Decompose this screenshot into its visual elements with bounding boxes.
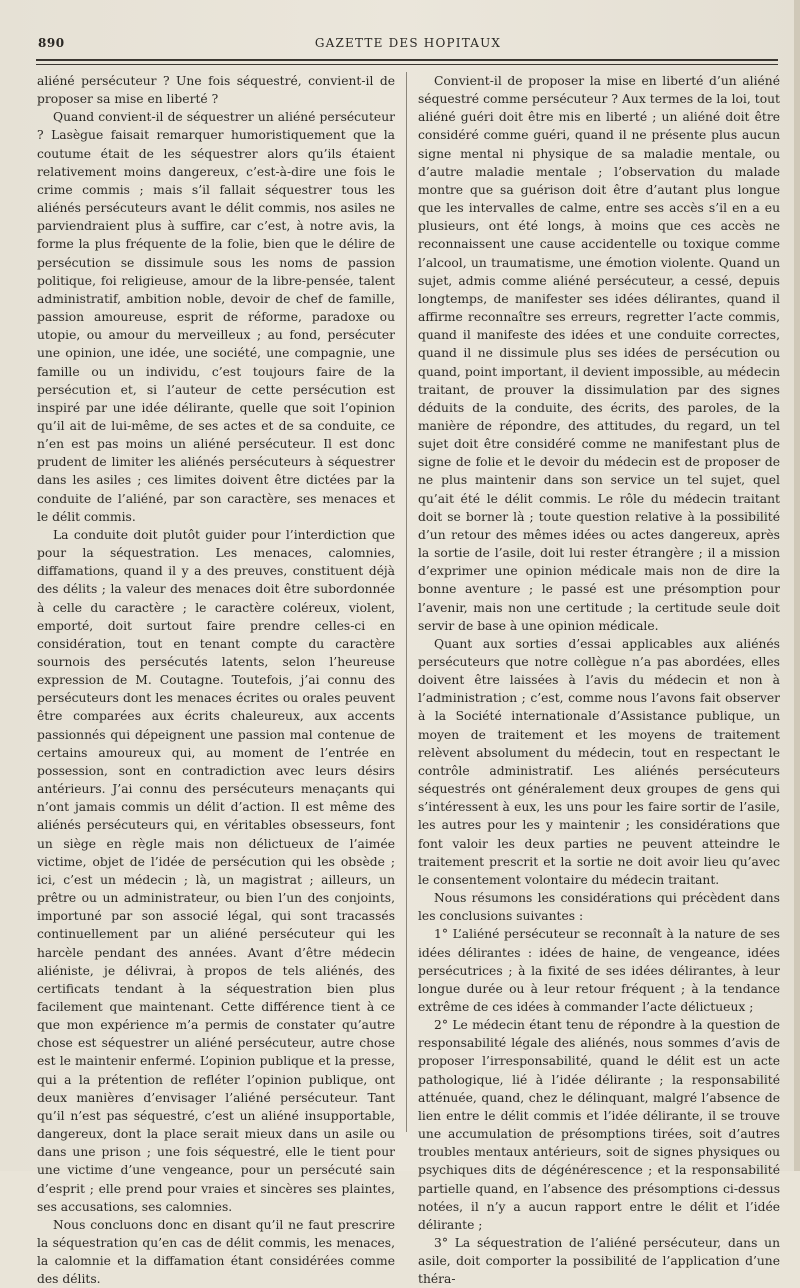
paragraph: 1° L’aliéné persécuteur se reconnaît à la nature de ses idées délirantes : idées de haine, de vengeance, idées persécutrices ; à la fixité de ses idées délirantes, à leur longue durée ou à leur retour fréquent ; à la tendance extrême de ces idées à commander l’acte délictueux ;	[418, 927, 780, 1014]
header-rule-thin	[36, 64, 778, 65]
header-rule-thick	[36, 59, 778, 61]
paragraph: aliéné persécuteur ? Une fois séquestré, convient-il de proposer sa mise en liberté ?	[37, 74, 395, 107]
left-column	[37, 72, 395, 1288]
right-column	[418, 72, 780, 1288]
running-header	[38, 36, 778, 56]
paragraph: Nous concluons donc en disant qu’il ne faut prescrire la séquestration qu’en cas de délit commis, les menaces, la calomnie et la diffamation étant considérées comme des délits.	[37, 1217, 395, 1287]
page-number: 890	[38, 36, 65, 50]
paragraph: 2° Le médecin étant tenu de répondre à la question de responsabilité légale des aliénés, nous sommes d’avis de proposer l’irresponsabilité, quand le délit est un acte pathologique, lié à l’idée délirante ; la responsabilité atténuée, quand, chez le délinquant, malgré l’absence de lien entre le délit commis et l’idée délirante, il se trouve une accumulation de présomptions tirées, soit d’autres troubles mentaux antérieurs, soit de signes physiques ou psychiques dits de dégénérescence ; et la responsabilité partielle quand, en l’absence des présomptions ci-dessus notées, il n’y a aucun rapport entre le délit et l’idée délirante ;	[418, 1018, 780, 1232]
paragraph: Nous résumons les considérations qui précèdent dans les conclusions suivantes :	[418, 891, 780, 924]
paragraph: 3° La séquestration de l’aliéné persécuteur, dans un asile, doit comporter la possibilité de l’application d’une théra-	[418, 1236, 780, 1287]
column-divider	[406, 72, 407, 1132]
page-edge	[794, 0, 800, 1171]
paragraph: Quant aux sorties d’essai applicables aux aliénés persécuteurs que notre collègue n’a pas abordées, elles doivent être laissées à l’avis du médecin et non à l’administration ; c’est, comme nous l’avons fait observer à la Société internationale d’Assistance publique, un moyen de traitement et les moyens de traitement relèvent absolument du médecin, tout en respectant le contrôle administratif. Les aliénés persécuteurs séquestrés ont généralement deux groupes de gens qui s’intéressent à eux, les uns pour les faire sortir de l’asile, les autres pour les y maintenir ; les considérations que font valoir les deux parties ne peuvent atteindre le traitement prescrit et la sortie ne doit avoir lieu qu’avec le consentement volontaire du médecin traitant.	[418, 636, 780, 887]
paragraph: Convient-il de proposer la mise en liberté d’un aliéné séquestré comme persécuteur ? Aux termes de la loi, tout aliéné guéri doit être mis en liberté ; un aliéné doit être considéré comme guéri, quand il ne présente plus aucun signe mental ni physique de sa maladie mentale, ou d’autre maladie mentale ; l’observation du malade montre que sa guérison doit être d’autant plus longue que les intervalles de calme, entre ses accès s’il en a eu plusieurs, ont été longs, à moins que ces accès ne reconnaissent une cause accidentelle ou toxique comme l’alcool, un traumatisme, une émotion violente. Quand un sujet, admis comme aliéné persécuteur, a cessé, depuis longtemps, de manifester ses idées délirantes, quand il affirme reconnaître ses erreurs, regretter l’acte commis, quand il manifeste des idées et une conduite correctes, quand il ne dissimule plus ses idées de persécution ou quand, point important, il devient impossible, au médecin traitant, de prouver la dissimulation par des signes déduits de la conduite, des écrits, des paroles, de la manière de répondre, des attitudes, du regard, un tel sujet doit être considéré comme ne manifestant plus de signe de folie et le devoir du médecin est de proposer de ne plus maintenir dans son service un tel sujet, quel qu’ait été le délit commis. Le rôle du médecin traitant doit se borner là ; toute question relative à la possibilité d’un retour des mêmes idées ou actes dangereux, après la sortie de l’asile, doit lui rester étrangère ; il a mission d’exprimer une opinion médicale mais non de dire la bonne aventure ; le passé est une présomption pour l’avenir, mais non une certitude ; la certitude seule doit servir de base à une opinion médicale.	[418, 74, 780, 633]
paragraph: Quand convient-il de séquestrer un aliéné persécuteur ? Lasègue faisait remarquer humoristiquement que la coutume était de les séquestrer alors qu’ils étaient relativement moins dangereux, c’est-à-dire une fois le crime commis ; mais s’il fallait séquestrer tous les aliénés persécuteurs avant le délit commis, nos asiles ne parviendraient plus à suffire, car c’est, à notre avis, la forme la plus fréquente de la folie, bien que le délire de persécution se dissimule sous les noms de passion politique, foi religieuse, amour de la libre-pensée, talent administratif, ambition noble, devoir de chef de famille, passion amoureuse, esprit de réforme, paradoxe ou utopie, ou amour du merveilleux ; au fond, persécuter une opinion, une idée, une société, une compagnie, une famille ou un individu, c’est toujours faire de la persécution et, si l’auteur de cette persécution est inspiré par une idée délirante, quelle que soit l’opinion qu’il ait de lui-même, de ses actes et de sa conduite, ce n’en est pas moins un aliéné persécuteur. Il est donc prudent de limiter les aliénés persécuteurs à séquestrer dans les asiles ; ces limites doivent être dictées par la conduite de l’aliéné, par son caractère, ses menaces et le délit commis.	[37, 110, 395, 524]
paragraph: La conduite doit plutôt guider pour l’interdiction que pour la séquestration. Les menaces, calomnies, diffamations, quand il y a des preuves, constituent déjà des délits ; la valeur des menaces doit être subordonnée à celle du caractère ; le caractère coléreux, violent, emporté, doit surtout faire prendre celles-ci en considération, tout en tenant compte du caractère sournois des persécutés latents, selon l’heureuse expression de M. Coutagne. Toutefois, j’ai connu des persécuteurs dont les menaces écrites ou orales peuvent être comparées aux écrits chaleureux, aux accents passionnés qui dépeignent une passion mal contenue de certains amoureux qui, au moment de l’entrée en possession, sont en contradiction avec leurs désirs antérieurs. J’ai connu des persécuteurs menaçants qui n’ont jamais commis un délit d’action. Il est même des aliénés persécuteurs qui, en véritables obsesseurs, font un siège en règle mais non délictueux de l’aimée victime, objet de l’idée de persécution qui les obsède ; ici, c’est un médecin ; là, un magistrat ; ailleurs, un prêtre ou un administrateur, ou bien l’un des conjoints, importuné par son associé légal, qui sont tracassés continuellement par un aliéné persécuteur qui les harcèle pendant des années. Avant d’être médecin aliéniste, je délivrai, à propos de tels aliénés, des certificats tendant à la séquestration bien plus facilement que maintenant. Cette différence tient à ce que mon expérience m’a permis de constater qu’autre chose est séquestrer un aliéné persécuteur, autre chose est le maintenir enfermé. L’opinion publique et la presse, qui a la prétention de refléter l’opinion publique, ont deux manières d’envisager l’aliéné persécuteur. Tant qu’il n’est pas séquestré, c’est un aliéné insupportable, dangereux, dont la place serait mieux dans un asile ou dans une prison ; une fois séquestré, elle le tient pour une victime d’une vengeance, pour un persécuté sain d’esprit ; elle prend pour vraies et sincères ses plaintes, ses accusations, ses calomnies.	[37, 527, 395, 1214]
journal-title: GAZETTE DES HOPITAUX	[314, 36, 502, 50]
